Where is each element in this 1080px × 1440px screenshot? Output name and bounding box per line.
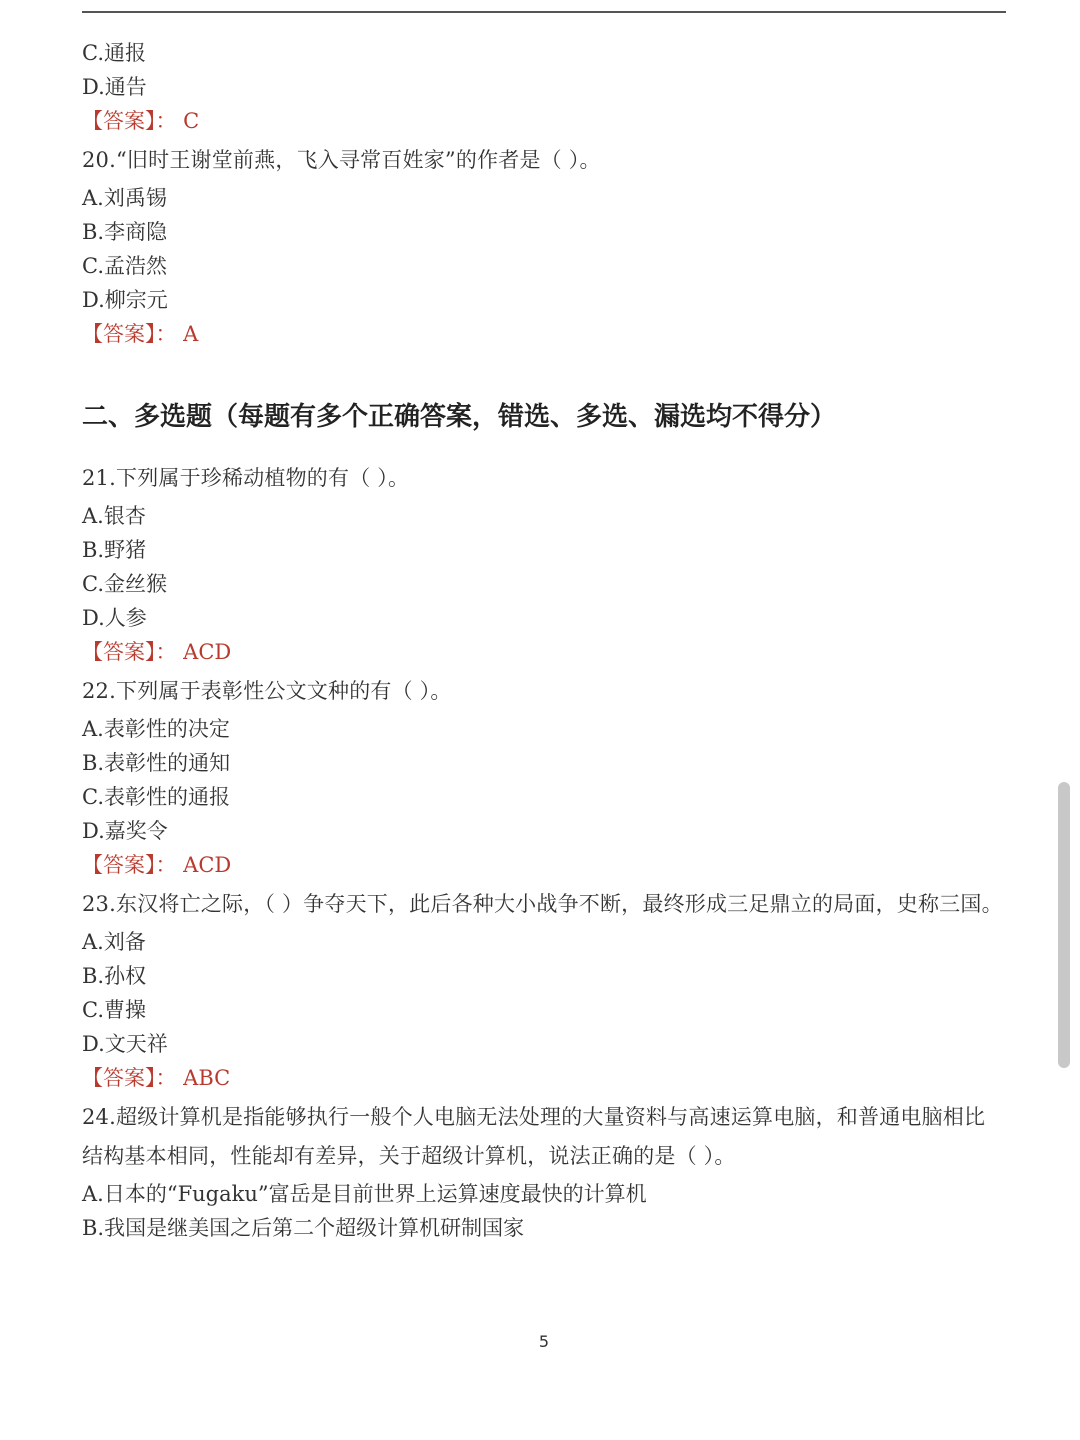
option-q23-d: D.文天祥 [82,1032,168,1056]
option-q21-a: A.银杏 [82,504,146,528]
answer-q21: 【答案】： ACD [82,640,232,664]
page-number: 5 [538,1332,550,1351]
answer-q22: 【答案】： ACD [82,853,232,877]
answer-q19: 【答案】： C [82,109,200,133]
option-q20-a: A.刘禹锡 [82,186,167,210]
document-page [82,36,1006,1245]
answer-q23: 【答案】： ABC [82,1066,231,1090]
question-20: 20.“旧时王谢堂前燕，飞入寻常百姓家”的作者是（ ）。 [82,148,601,172]
option-q20-d: D.柳宗元 [82,288,168,312]
option-q21-c: C.金丝猴 [82,572,167,596]
scrollbar-thumb[interactable] [1058,782,1070,1068]
question-24: 24.超级计算机是指能够执行一般个人电脑无法处理的大量资料与高速运算电脑，和普通电脑相比结构基本相同，性能却有差异，关于超级计算机，说法正确的是（ ）。 [82,1105,986,1168]
option-q23-c: C.曹操 [82,998,146,1022]
question-21: 21.下列属于珍稀动植物的有（ ）。 [82,466,410,490]
option-q21-b: B.野猪 [82,538,147,562]
question-22: 22.下列属于表彰性公文文种的有（ ）。 [82,679,452,703]
option-q20-c: C.孟浩然 [82,254,167,278]
option-q24-a: A.日本的“Fugaku”富岳是目前世界上运算速度最快的计算机 [82,1182,647,1206]
option-q23-a: A.刘备 [82,930,146,954]
option-q22-d: D.嘉奖令 [82,819,168,843]
top-divider [82,11,1006,13]
option-q19-d: D.通告 [82,75,147,99]
option-q21-d: D.人参 [82,606,147,630]
option-q22-c: C.表彰性的通报 [82,785,230,809]
answer-q20: 【答案】： A [82,322,199,346]
option-q22-b: B.表彰性的通知 [82,751,231,775]
section-title-multiple-choice: 二、多选题（每题有多个正确答案，错选、多选、漏选均不得分） [82,402,837,432]
question-23: 23.东汉将亡之际，（ ）争夺天下，此后各种大小战争不断，最终形成三足鼎立的局面，史称三国。 [82,892,1003,916]
option-q19-c: C.通报 [82,41,146,65]
option-q23-b: B.孙权 [82,964,147,988]
option-q24-b: B.我国是继美国之后第二个超级计算机研制国家 [82,1216,525,1240]
option-q22-a: A.表彰性的决定 [82,717,230,741]
option-q20-b: B.李商隐 [82,220,168,244]
